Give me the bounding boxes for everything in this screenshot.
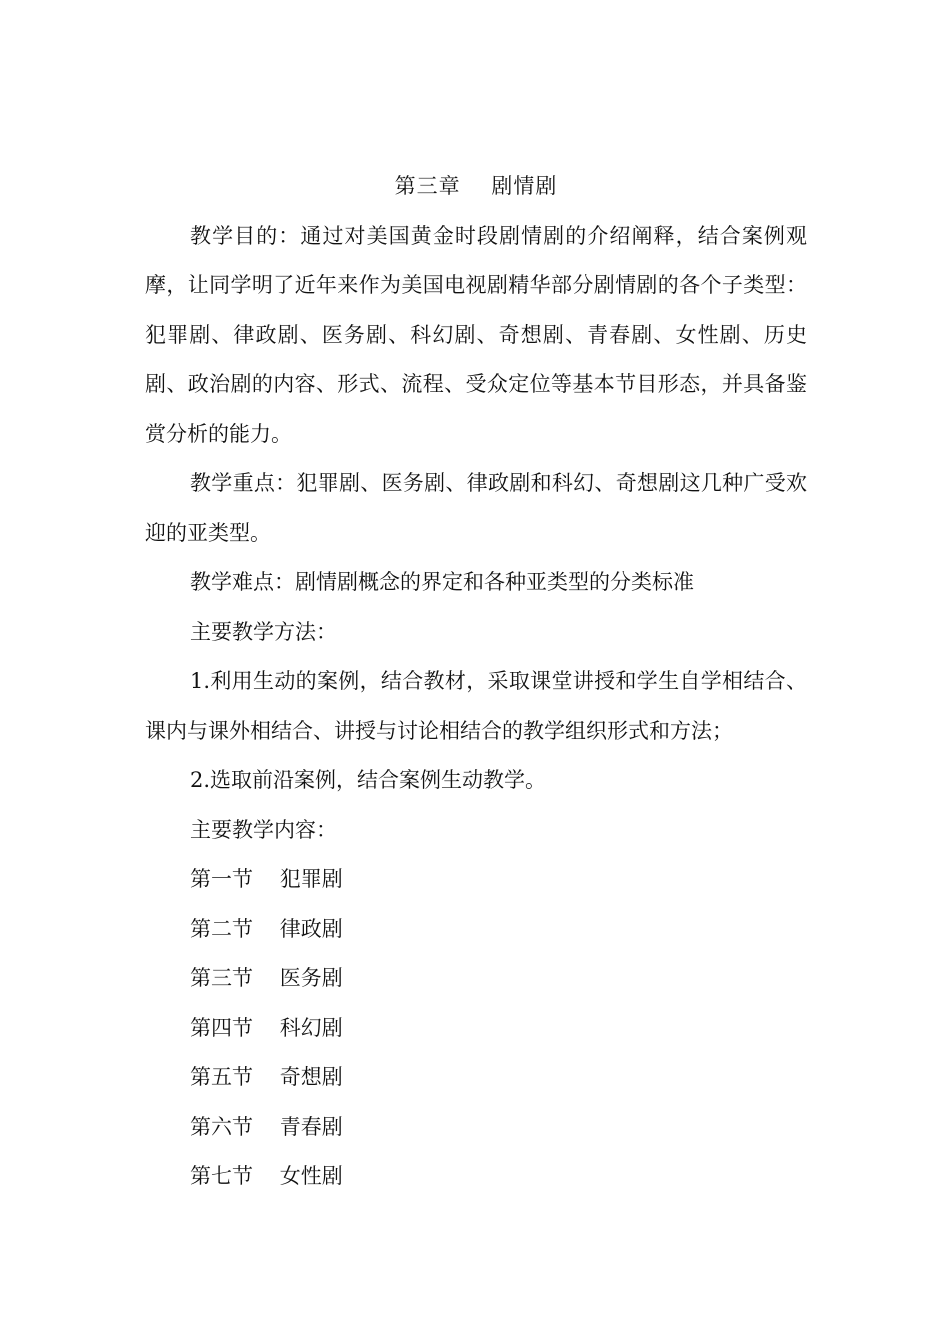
methods-heading: 主要教学方法： — [190, 619, 337, 644]
section-item-7: 第七节 女性剧 — [190, 1164, 343, 1188]
section-item-6: 第六节 青春剧 — [190, 1114, 343, 1139]
teaching-purpose-paragraph: 教学目的：通过对美国黄金时段剧情剧的介绍阐释，结合案例观摩，让同学明了近年来作为美国电视剧精华部分剧情剧的各个子类型：犯罪剧、律政剧、医务剧、科幻剧、奇想剧、青春剧、女性剧、历史剧、政治剧的内容、形式、流程、受众定位等基本节目形态，并具备鉴赏分析的能力。 — [145, 223, 807, 446]
section-item-1: 第一节 犯罪剧 — [190, 867, 343, 891]
teaching-difficulties-paragraph: 教学难点：剧情剧概念的界定和各种亚类型的分类标准 — [190, 570, 694, 594]
section-item-2: 第二节 律政剧 — [190, 916, 343, 941]
section-item-5: 第五节 奇想剧 — [190, 1065, 343, 1089]
document-body — [145, 162, 807, 1202]
method-item-2: 2.选取前沿案例，结合案例生动教学。 — [190, 768, 547, 792]
chapter-title: 第三章 剧情剧 — [394, 174, 558, 198]
teaching-key-points-paragraph: 教学重点：犯罪剧、医务剧、律政剧和科幻、奇想剧这几种广受欢迎的亚类型。 — [145, 471, 807, 545]
method-item-1: 1.利用生动的案例，结合教材，采取课堂讲授和学生自学相结合、课内与课外相结合、讲授与讨论相结合的教学组织形式和方法； — [145, 669, 807, 743]
section-item-4: 第四节 科幻剧 — [190, 1015, 343, 1040]
content-heading: 主要教学内容： — [190, 817, 337, 842]
section-item-3: 第三节 医务剧 — [190, 966, 343, 990]
